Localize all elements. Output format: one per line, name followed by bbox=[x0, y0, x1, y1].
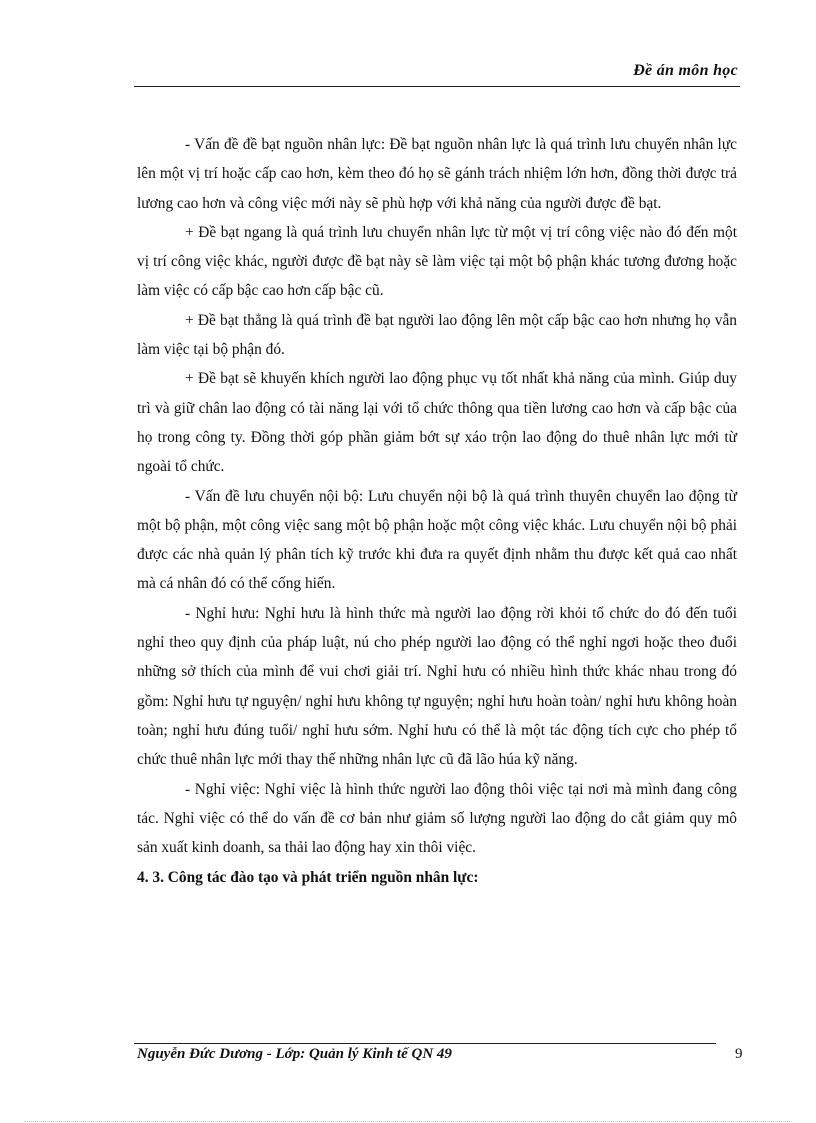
body-text bbox=[137, 130, 737, 893]
paragraph-internal-transfer: - Vấn đề lưu chuyển nội bộ: Lưu chuyển nội bộ là quá trình thuyên chuyển lao động từ một bộ phận, một công việc sang một bộ phận hoặc một công việc khác. Lưu chuyển nội bộ phải được các nhà quản lý phân tích kỹ trước khi đưa ra quyết định nhằm thu được kết quả cao nhất mà cá nhân đó có thể cống hiến. bbox=[137, 487, 737, 593]
header-title: Đề án môn học bbox=[633, 62, 738, 79]
paragraph-horizontal-promotion: + Đề bạt ngang là quá trình lưu chuyển nhân lực từ một vị trí công việc nào đó đến một vị trí công việc khác, người được đề bạt này sẽ làm việc tại một bộ phận khác tương đương hoặc làm việc có cấp bậc cao hơn cấp bậc cũ. bbox=[137, 223, 737, 300]
section-heading: 4. 3. Công tác đào tạo và phát triển nguồn nhân lực: bbox=[137, 869, 479, 887]
paragraph-resignation: - Nghỉ việc: Nghỉ việc là hình thức người lao động thôi việc tại nơi mà mình đang công tác. Nghỉ việc có thể do vấn đề cơ bản như giảm số lượng người lao động do cắt giảm quy mô sản xuất kinh doanh, sa thải lao động hay xin thôi việc. bbox=[137, 780, 737, 857]
paragraph-vertical-promotion: + Đề bạt thẳng là quá trình đề bạt người lao động lên một cấp bậc cao hơn nhưng họ vẫn làm việc tại bộ phận đó. bbox=[137, 311, 737, 359]
paragraph-retirement: - Nghỉ hưu: Nghỉ hưu là hình thức mà người lao động rời khỏi tổ chức do đó đến tuổi nghỉ theo quy định của pháp luật, nú cho phép người lao động có thể nghỉ ngơi hoặc theo đuổi những sở thích của mình để vui chơi giải trí. Nghỉ hưu có nhiều hình thức khác nhau trong đó gồm: Nghỉ hưu tự nguyện/ nghỉ hưu không tự nguyện; nghỉ hưu hoàn toàn/ nghỉ hưu không hoàn toàn; nghỉ hưu đúng tuổi/ nghỉ hưu sớm. Nghỉ hưu có thể là một tác động tích cực cho phép tổ chức thuê nhân lực mới thay thế những nhân lực cũ đã lão húa kỹ năng. bbox=[137, 604, 737, 769]
footer-author-line: Nguyễn Đức Dương - Lớp: Quản lý Kinh tế QN 49 bbox=[137, 1046, 452, 1062]
header-rule bbox=[134, 86, 740, 87]
paragraph-promotion-benefits: + Đề bạt sẽ khuyến khích người lao động phục vụ tốt nhất khả năng của mình. Giúp duy trì và giữ chân lao động có tài năng lại với tổ chức thông qua tiền lương cao hơn và cấp bậc của họ trong công ty. Đồng thời góp phần giảm bớt sự xáo trộn lao động do thuê nhân lực mới từ ngoài tổ chức. bbox=[137, 370, 737, 476]
footer-rule bbox=[134, 1043, 716, 1044]
paragraph-promotion: - Vấn đề đề bạt nguồn nhân lực: Đề bạt nguồn nhân lực là quá trình lưu chuyển nhân lực lên một vị trí hoặc cấp cao hơn, kèm theo đó họ sẽ gánh trách nhiệm lớn hơn, đồng thời được trả lương cao hơn và công việc mới này sẽ phù hợp với khả năng của người được đề bạt. bbox=[137, 136, 737, 212]
page-number: 9 bbox=[735, 1046, 743, 1062]
page-edge-divider bbox=[24, 1121, 792, 1122]
